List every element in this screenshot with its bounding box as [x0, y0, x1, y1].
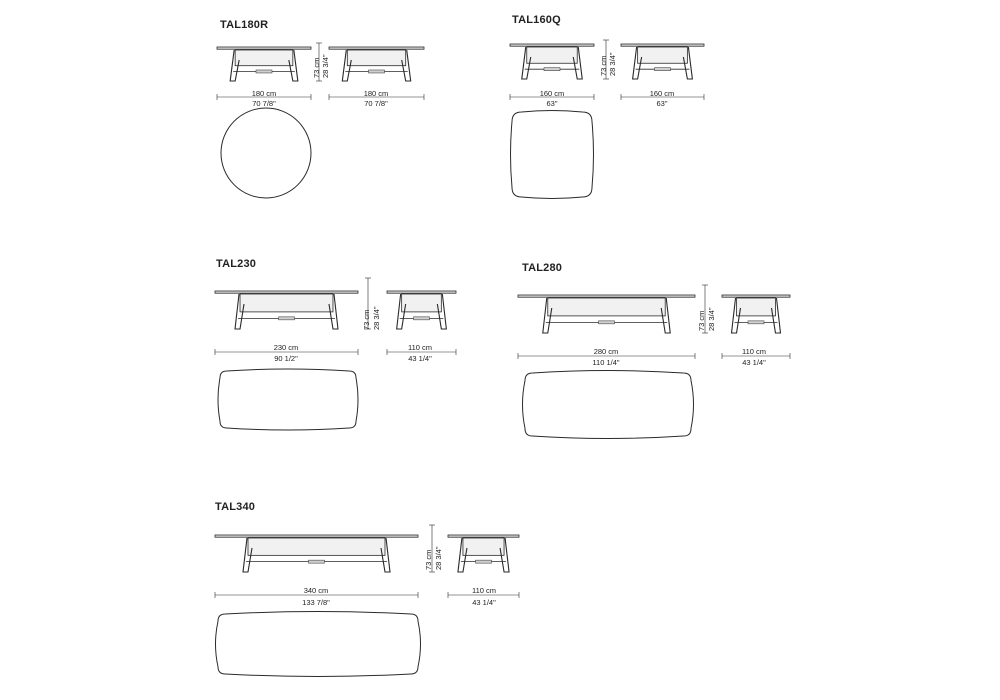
tal340-height-inch: 28 3/4": [434, 546, 443, 570]
model-title-tal280: TAL280: [522, 262, 563, 274]
tal230-front-view-panel: [240, 294, 333, 312]
tal230-front-length-cm: 230 cm: [273, 343, 299, 352]
model-title-tal340: TAL340: [215, 501, 256, 513]
tal230-side-width-inch: 43 1/4": [408, 354, 432, 363]
tal230-side-view-panel: [402, 294, 442, 312]
tal160q-side-view-panel: [638, 47, 688, 63]
tal280-side-view-panel: [737, 298, 776, 316]
tal280-front-view-stretcher-block: [599, 321, 615, 324]
tal230-side-view-top: [387, 291, 456, 293]
tal280-front-length-cm: 280 cm: [593, 347, 619, 356]
tal280-side-width-inch: 43 1/4": [742, 358, 766, 367]
tal160q-front-view-stretcher-block: [544, 68, 560, 71]
tal340-front-view-panel: [248, 538, 385, 555]
tal340-side-view-stretcher-block: [476, 560, 492, 563]
tal180r-front-view-top: [217, 47, 311, 49]
tal230-side-view-stretcher-block: [414, 317, 430, 320]
tal340-front-view-stretcher-block: [309, 560, 325, 563]
tal180r-front-view-panel: [235, 50, 293, 66]
tal160q-side-width-cm: 160 cm: [649, 89, 675, 98]
tal340-side-width-cm: 110 cm: [471, 586, 497, 595]
tal340-front-view-top: [215, 535, 418, 537]
tal180r-side-width-inch: 70 7/8": [364, 99, 388, 108]
tal280-height-cm: 73 cm: [697, 310, 706, 331]
tal180r-height-inch: 28 3/4": [321, 54, 330, 78]
tal180r-plan-view: [221, 108, 311, 198]
tal160q-front-view-top: [510, 44, 594, 46]
tal160q-front-view-panel: [527, 47, 577, 63]
tal180r-front-length-inch: 70 7/8": [252, 99, 276, 108]
tal230-height-cm: 73 cm: [362, 309, 371, 330]
tal180r-front-length-cm: 180 cm: [251, 89, 277, 98]
tal340-front-length-inch: 133 7/8": [302, 598, 330, 607]
tal160q-plan-view: [511, 111, 594, 199]
tal180r-side-view-panel: [347, 50, 405, 66]
tal340-side-width-inch: 43 1/4": [472, 598, 496, 607]
tal180r-height-cm: 73 cm: [312, 57, 321, 78]
tal280-height-inch: 28 3/4": [707, 307, 716, 331]
tal230-front-length-inch: 90 1/2": [274, 354, 298, 363]
tal180r-side-view-top: [329, 47, 424, 49]
tal160q-front-length-cm: 160 cm: [539, 89, 565, 98]
tal230-front-view-top: [215, 291, 358, 293]
tal230-height-inch: 28 3/4": [372, 306, 381, 330]
tal160q-side-view-stretcher-block: [655, 68, 671, 71]
tal180r-side-view-stretcher-block: [369, 70, 385, 73]
tal160q-front-length-inch: 63": [546, 99, 558, 108]
tal180r-front-view-stretcher-block: [256, 70, 272, 73]
model-title-tal230: TAL230: [216, 258, 257, 270]
tal160q-height-cm: 73 cm: [599, 55, 608, 76]
tal160q-side-width-inch: 63": [656, 99, 668, 108]
tal280-front-view-top: [518, 295, 695, 297]
tal340-plan-view: [216, 612, 421, 677]
tal160q-side-view-top: [621, 44, 704, 46]
tal230-side-width-cm: 110 cm: [407, 343, 433, 352]
tal280-side-view-stretcher-block: [748, 321, 764, 324]
tal280-front-view-panel: [548, 298, 665, 316]
tal160q-height-inch: 28 3/4": [608, 52, 617, 76]
tal280-side-width-cm: 110 cm: [741, 347, 767, 356]
tal340-side-view-panel: [463, 538, 504, 555]
tal180r-side-width-cm: 180 cm: [363, 89, 389, 98]
tal340-front-length-cm: 340 cm: [303, 586, 329, 595]
tal280-side-view-top: [722, 295, 790, 297]
tal230-plan-view: [218, 369, 358, 430]
tal340-height-cm: 73 cm: [424, 549, 433, 570]
tal280-plan-view: [523, 371, 694, 439]
tal230-front-view-stretcher-block: [279, 317, 295, 320]
tal280-front-length-inch: 110 1/4": [592, 358, 620, 367]
model-title-tal160q: TAL160Q: [512, 14, 561, 26]
model-title-tal180r: TAL180R: [220, 19, 269, 31]
tal340-side-view-top: [448, 535, 519, 537]
